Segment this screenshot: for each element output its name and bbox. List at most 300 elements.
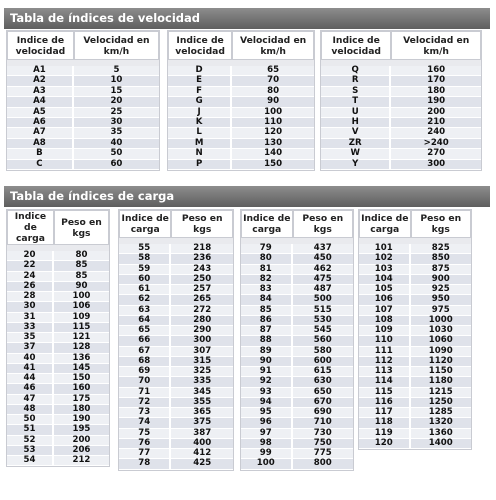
speed-header: Indice de velocidad [168,31,232,60]
index-cell: 86 [241,316,293,326]
value-cell: 160 [54,384,109,394]
load-table [7,210,109,466]
value-cell: 560 [293,336,353,346]
index-cell: 94 [241,398,293,408]
index-cell: 81 [241,265,293,275]
index-cell: 77 [119,449,171,459]
table-row [119,449,233,459]
value-cell: 100 [232,108,314,118]
load-header: Indice de carga [359,210,411,238]
speed-table [7,31,159,170]
value-cell: 375 [171,418,233,428]
index-cell: 89 [241,347,293,357]
index-cell: T [321,97,391,107]
load-table [241,210,353,470]
table-row [7,272,109,282]
value-cell: 210 [391,118,481,128]
index-cell: 91 [241,367,293,377]
table-row [7,446,109,456]
table-row [7,118,159,128]
value-cell: 110 [232,118,314,128]
index-cell: 47 [7,395,54,405]
value-cell: 600 [293,357,353,367]
table-row [7,456,109,466]
value-cell: 1400 [411,439,471,449]
table-row [7,313,109,323]
index-cell: 109 [359,326,411,336]
index-cell: 67 [119,347,171,357]
value-cell: 1180 [411,377,471,387]
index-cell: H [321,118,391,128]
index-cell: 97 [241,429,293,439]
table-row [241,357,353,367]
table-row [7,395,109,405]
index-cell: K [168,118,232,128]
value-cell: 325 [171,367,233,377]
index-cell: 85 [241,306,293,316]
table-row [241,326,353,336]
value-cell: 180 [391,87,481,97]
table-row [241,244,353,254]
value-cell: 50 [74,149,159,159]
table-row [7,76,159,86]
value-cell: 175 [54,395,109,405]
table-row [359,418,471,428]
value-cell: 85 [54,261,109,271]
value-cell: 25 [74,108,159,118]
value-cell: 5 [74,66,159,76]
table-row [359,336,471,346]
value-cell: 35 [74,128,159,138]
value-cell: 206 [54,446,109,456]
table-row [241,275,353,285]
value-cell: 90 [54,282,109,292]
table-row [7,128,159,138]
index-cell: A8 [7,139,74,149]
index-cell: A5 [7,108,74,118]
table-row [7,87,159,97]
table-row [241,295,353,305]
table-row [321,160,481,170]
value-cell: 412 [171,449,233,459]
value-cell: 975 [411,306,471,316]
value-cell: 355 [171,398,233,408]
table-row [241,377,353,387]
table-row [119,347,233,357]
index-cell: S [321,87,391,97]
table-row [7,139,159,149]
value-cell: 487 [293,285,353,295]
index-cell: 106 [359,295,411,305]
table-row [168,97,314,107]
table-row [241,429,353,439]
value-cell: 200 [54,436,109,446]
index-cell: F [168,87,232,97]
value-cell: 825 [411,244,471,254]
table-row [7,405,109,415]
index-cell: G [168,97,232,107]
value-cell: 128 [54,343,109,353]
table-row [7,436,109,446]
index-cell: 114 [359,377,411,387]
index-cell: 96 [241,418,293,428]
index-cell: U [321,108,391,118]
index-cell: A2 [7,76,74,86]
index-cell: 55 [119,244,171,254]
table-row [241,398,353,408]
index-cell: 46 [7,384,54,394]
table-row [321,128,481,138]
value-cell: 387 [171,429,233,439]
table-row [321,149,481,159]
value-cell: 272 [171,306,233,316]
index-cell: 58 [119,254,171,264]
table-row [119,306,233,316]
index-cell: 50 [7,415,54,425]
load-header: Peso en kgs [54,210,109,245]
table-row [119,418,233,428]
table-row [119,265,233,275]
table-row [7,415,109,425]
index-cell: 113 [359,367,411,377]
table-row [321,66,481,76]
speed-panel [320,30,482,171]
index-cell: 116 [359,398,411,408]
table-row [7,261,109,271]
index-cell: 101 [359,244,411,254]
value-cell: 425 [171,459,233,469]
index-cell: 73 [119,408,171,418]
table-row [7,149,159,159]
value-cell: 257 [171,285,233,295]
index-cell: V [321,128,391,138]
index-cell: 71 [119,388,171,398]
index-cell: 82 [241,275,293,285]
value-cell: 236 [171,254,233,264]
index-cell: 26 [7,282,54,292]
value-cell: 1360 [411,429,471,439]
load-header: Peso en kgs [411,210,471,238]
table-row [7,160,159,170]
value-cell: 106 [54,302,109,312]
value-cell: 515 [293,306,353,316]
index-cell: 102 [359,254,411,264]
value-cell: 500 [293,295,353,305]
table-row [241,439,353,449]
value-cell: 200 [391,108,481,118]
index-cell: 99 [241,449,293,459]
value-cell: 80 [232,87,314,97]
table-row [241,459,353,469]
index-cell: 74 [119,418,171,428]
table-row [7,97,159,107]
table-row [119,388,233,398]
index-cell: 22 [7,261,54,271]
table-row [168,149,314,159]
index-cell: 104 [359,275,411,285]
value-cell: 345 [171,388,233,398]
index-cell: A1 [7,66,74,76]
value-cell: 85 [54,272,109,282]
index-cell: 79 [241,244,293,254]
load-header: Peso en kgs [293,210,353,238]
table-row [168,128,314,138]
value-cell: 60 [74,160,159,170]
load-header: Indice de carga [241,210,293,238]
index-cell: 37 [7,343,54,353]
table-row [119,295,233,305]
index-cell: 31 [7,313,54,323]
index-cell: 48 [7,405,54,415]
index-cell: 110 [359,336,411,346]
table-row [168,87,314,97]
value-cell: 1215 [411,388,471,398]
index-cell: R [321,76,391,86]
table-row [119,367,233,377]
index-cell: 107 [359,306,411,316]
load-header: Peso en kgs [171,210,233,238]
value-cell: 437 [293,244,353,254]
table-row [7,282,109,292]
index-cell: L [168,128,232,138]
table-row [119,285,233,295]
table-row [119,316,233,326]
value-cell: 1060 [411,336,471,346]
index-cell: 52 [7,436,54,446]
value-cell: 545 [293,326,353,336]
value-cell: 750 [293,439,353,449]
table-row [7,333,109,343]
load-table-title: Tabla de índices de carga [4,186,490,207]
value-cell: 65 [232,66,314,76]
value-cell: 290 [171,326,233,336]
value-cell: 530 [293,316,353,326]
table-row [119,459,233,469]
value-cell: 15 [74,87,159,97]
load-table [119,210,233,470]
value-cell: 121 [54,333,109,343]
value-cell: 130 [232,139,314,149]
table-row [241,388,353,398]
table-row [7,364,109,374]
value-cell: 218 [171,244,233,254]
index-cell: E [168,76,232,86]
index-cell: B [7,149,74,159]
index-cell: 108 [359,316,411,326]
table-row [241,306,353,316]
load-table [359,210,471,449]
table-row [168,160,314,170]
table-row [7,343,109,353]
value-cell: 690 [293,408,353,418]
table-row [168,139,314,149]
table-row [119,439,233,449]
value-cell: 212 [54,456,109,466]
index-cell: 35 [7,333,54,343]
value-cell: 630 [293,377,353,387]
index-cell: 88 [241,336,293,346]
value-cell: 80 [54,251,109,261]
speed-header: Velocidad en km/h [391,31,481,60]
load-header: Indice de carga [119,210,171,238]
index-cell: 41 [7,364,54,374]
index-cell: 87 [241,326,293,336]
value-cell: 30 [74,118,159,128]
table-row [321,97,481,107]
index-cell: 117 [359,408,411,418]
index-cell: 115 [359,388,411,398]
index-cell: C [7,160,74,170]
table-row [241,316,353,326]
value-cell: 90 [232,97,314,107]
index-cell: 120 [359,439,411,449]
table-row [119,254,233,264]
index-cell: 84 [241,295,293,305]
table-row [321,87,481,97]
table-row [168,108,314,118]
value-cell: 462 [293,265,353,275]
index-cell: A7 [7,128,74,138]
table-row [168,118,314,128]
index-cell: D [168,66,232,76]
value-cell: 145 [54,364,109,374]
index-cell: 44 [7,374,54,384]
value-cell: 136 [54,354,109,364]
speed-table [321,31,481,170]
value-cell: 615 [293,367,353,377]
table-row [359,254,471,264]
table-row [241,254,353,264]
index-cell: 70 [119,377,171,387]
value-cell: 950 [411,295,471,305]
load-panel [358,209,472,450]
value-cell: 115 [54,323,109,333]
speed-panel [6,30,160,171]
value-cell: 475 [293,275,353,285]
index-cell: J [168,108,232,118]
value-cell: 1090 [411,347,471,357]
speed-panel [167,30,315,171]
value-cell: 265 [171,295,233,305]
index-cell: 63 [119,306,171,316]
speed-table [168,31,314,170]
index-cell: M [168,139,232,149]
value-cell: 1120 [411,357,471,367]
value-cell: 1320 [411,418,471,428]
table-row [321,139,481,149]
value-cell: 307 [171,347,233,357]
table-row [119,244,233,254]
value-cell: 10 [74,76,159,86]
value-cell: 150 [54,374,109,384]
table-row [241,418,353,428]
value-cell: 300 [391,160,481,170]
table-row [359,439,471,449]
index-cell: 100 [241,459,293,469]
index-cell: 53 [7,446,54,456]
index-cell: 92 [241,377,293,387]
value-cell: 1285 [411,408,471,418]
index-cell: 20 [7,251,54,261]
value-cell: 195 [54,425,109,435]
value-cell: 710 [293,418,353,428]
index-cell: W [321,149,391,159]
value-cell: 180 [54,405,109,415]
load-panel [6,209,110,467]
index-cell: Y [321,160,391,170]
index-cell: 95 [241,408,293,418]
table-row [241,285,353,295]
index-cell: 68 [119,357,171,367]
value-cell: 315 [171,357,233,367]
load-panel [118,209,234,471]
table-row [241,367,353,377]
value-cell: 1030 [411,326,471,336]
value-cell: 925 [411,285,471,295]
index-cell: P [168,160,232,170]
index-cell: A3 [7,87,74,97]
table-row [241,347,353,357]
index-cell: 30 [7,302,54,312]
value-cell: 243 [171,265,233,275]
index-cell: Q [321,66,391,76]
table-row [241,265,353,275]
speed-header: Velocidad en km/h [232,31,314,60]
value-cell: 1250 [411,398,471,408]
index-cell: 83 [241,285,293,295]
value-cell: 70 [232,76,314,86]
value-cell: 670 [293,398,353,408]
index-cell: ZR [321,139,391,149]
table-row [119,377,233,387]
value-cell: 900 [411,275,471,285]
speed-header: Indice de velocidad [321,31,391,60]
table-row [119,326,233,336]
index-cell: 61 [119,285,171,295]
value-cell: 250 [171,275,233,285]
table-row [119,429,233,439]
value-cell: 109 [54,313,109,323]
table-row [7,354,109,364]
index-cell: 24 [7,272,54,282]
value-cell: 775 [293,449,353,459]
index-cell: 119 [359,429,411,439]
index-cell: 28 [7,292,54,302]
load-panel [240,209,354,471]
value-cell: 240 [391,128,481,138]
table-row [321,108,481,118]
index-cell: 111 [359,347,411,357]
speed-header: Velocidad en km/h [74,31,159,60]
value-cell: 400 [171,439,233,449]
value-cell: 365 [171,408,233,418]
index-cell: 62 [119,295,171,305]
index-cell: 69 [119,367,171,377]
value-cell: 875 [411,265,471,275]
index-cell: 51 [7,425,54,435]
index-cell: 64 [119,316,171,326]
value-cell: 20 [74,97,159,107]
index-cell: 103 [359,265,411,275]
value-cell: 40 [74,139,159,149]
table-row [321,118,481,128]
index-cell: A4 [7,97,74,107]
index-cell: 90 [241,357,293,367]
table-row [321,76,481,86]
table-row [241,408,353,418]
index-cell: 75 [119,429,171,439]
value-cell: 850 [411,254,471,264]
